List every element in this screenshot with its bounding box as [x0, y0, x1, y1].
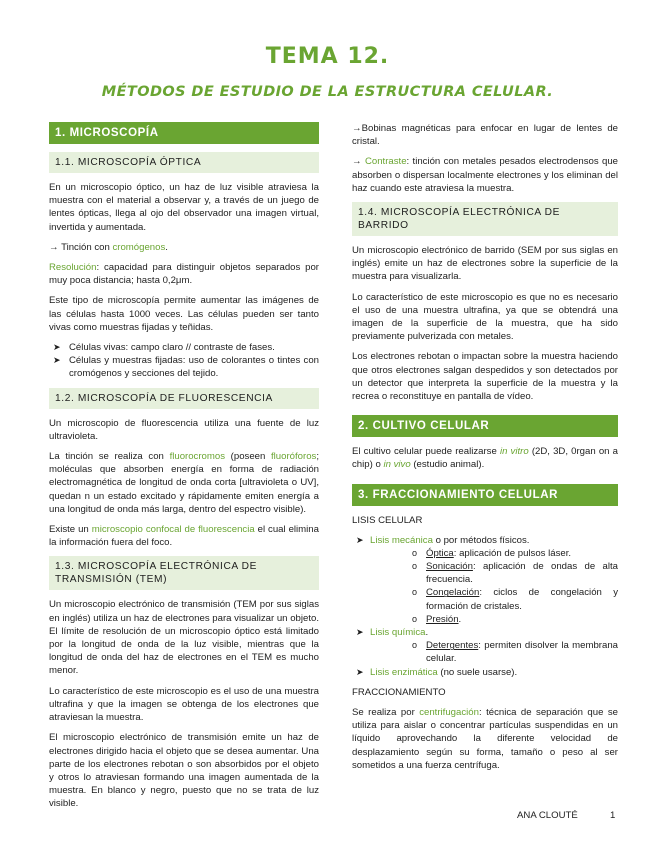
- left-column: [49, 122, 319, 818]
- paragraph: Los electrones rebotan o impactan sobre la muestra haciendo que otros electrones salgan despedidos y son detectados por un detector que interpreta la superficie de la muestra y la recrea o reconstituye en pantalla de vídeo.: [352, 351, 618, 403]
- bullet-list: [352, 534, 618, 679]
- list-item: o Presión.: [370, 613, 618, 626]
- term-highlight: in vivo: [383, 459, 411, 471]
- list-item: o Detergentes: permiten disolver la membrana celular.: [370, 639, 618, 665]
- term-highlight: fluoróforos: [271, 451, 317, 463]
- section-heading-cultivo: 2. CULTIVO CELULAR: [352, 415, 618, 437]
- list-item: o Óptica: aplicación de pulsos láser.: [370, 547, 618, 560]
- section-heading-microscopia: 1. MICROSCOPÍA: [49, 122, 319, 144]
- paragraph: La tinción se realiza con fluorocromos (poseen fluoróforos; moléculas que absorben energía en forma de radiación electromagnética de longitud de onda corta [ultravioleta o UV], quedan n un estado excitado y rápidamente emiten energía a una longitud de onda más larga, dentro del espectro visible).: [49, 451, 319, 515]
- paragraph: → Contraste: tinción con metales pesados electrodensos que absorben o dispersan localmente electrones y los eliminan del haz cuando este atraviesa la muestra.: [352, 156, 618, 194]
- paragraph: Se realiza por centrifugación: técnica de separación que se utiliza para aislar o concentrar partículas suspendidas en un líquido aprovechando la diferente velocidad de desplazamiento según su forma, tamaño o peso al ser sometidos a una fuerza centrífuga.: [352, 706, 619, 771]
- list-item: o Sonicación: aplicación de ondas de alta frecuencia.: [370, 560, 618, 586]
- paragraph: Un microscopio electrónico de barrido (SEM por sus siglas en inglés) emite un haz de electrones sobre la superficie de la muestra para visualizarla.: [352, 245, 618, 283]
- paragraph: Un microscopio de fluorescencia utiliza una fuente de luz ultravioleta.: [49, 417, 319, 442]
- page-subtitle: MÉTODOS DE ESTUDIO DE LA ESTRUCTURA CELULAR.: [101, 84, 554, 100]
- paragraph: Lo característico de este microscopio es el uso de una muestra ultrafina y que la imagen se obtenga de los electrones que atraviesan la muestra.: [49, 685, 319, 724]
- sub-list: [370, 547, 618, 626]
- list-item: ➤ Lisis mecánica o por métodos físicos. o Óptica: aplicación de pulsos láser. o Sonicación: aplicación de ondas de alta frecuencia. o Congelación: ciclos de congelación y formación de cristales. o Presión.: [352, 534, 618, 626]
- subsection-heading-fluorescencia: 1.2. MICROSCOPÍA DE FLUORESCENCIA: [49, 388, 319, 409]
- footer-author: ANA CLOUTÉ: [517, 810, 578, 821]
- sub-list: [370, 639, 618, 665]
- paragraph: Un microscopio electrónico de transmisión (TEM por sus siglas en inglés) utiliza un haz de electrones para visualizar un objeto. El límite de resolución de un microscopio óptico está limitado por la longitud de onda de la luz visible, mientras que la longitud de onda del haz de electrones en el TEM es mucho menor.: [49, 599, 319, 677]
- paragraph: Este tipo de microscopía permite aumentar las imágenes de las células hasta 1000 veces. Las células pueden ser tanto vivas como muestras fijadas y teñidas.: [49, 295, 319, 333]
- subsection-heading-optica: 1.1. MICROSCOPÍA ÓPTICA: [49, 152, 319, 173]
- term-highlight: Contraste: [364, 156, 407, 168]
- paragraph: El cultivo celular puede realizarse in vitro (2D, 3D, 0rgan on a chip) o in vivo (estudio animal).: [352, 446, 618, 471]
- term-highlight: in vitro: [499, 446, 529, 458]
- paragraph: →Bobinas magnéticas para enfocar en lugar de lentes de cristal.: [352, 123, 618, 148]
- term-highlight: microscopio confocal de fluorescencia: [91, 524, 255, 536]
- label-lisis: LISIS CELULAR: [352, 514, 423, 526]
- paragraph: En un microscopio óptico, un haz de luz visible atraviesa la muestra con el material a observar y, a través de un juego de lentes ópticas, llega al ojo del observador una imagen virtual, invertida y aumentada.: [49, 182, 319, 233]
- list-item: ➤ Lisis enzimática (no suele usarse).: [352, 666, 618, 679]
- term-highlight: cromógenos: [112, 241, 166, 253]
- term-highlight: fluorocromos: [169, 451, 226, 463]
- subsection-heading-barrido: 1.4. MICROSCOPÍA ELECTRÓNICA DE BARRIDO: [352, 202, 618, 236]
- bullet-list: [49, 341, 319, 381]
- term-highlight: Resolución: [49, 262, 97, 274]
- paragraph: Resolución: capacidad para distinguir objetos separados por muy poca distancia; hasta 0,2μm.: [49, 262, 319, 287]
- list-item: ➤ Células vivas: campo claro // contraste de fases.: [49, 341, 319, 354]
- page-number: 1: [610, 810, 616, 821]
- list-item: ➤ Lisis química. o Detergentes: permiten disolver la membrana celular.: [352, 626, 618, 666]
- list-item: o Congelación: ciclos de congelación y formación de cristales.: [370, 586, 618, 612]
- paragraph: El microscopio electrónico de transmisión emite un haz de electrones dirigido hacia el objeto que se desea aumentar. Una parte de los electrones rebotan o son absorbidos por el objeto y otros lo atraviesan formando una imagen aumentada de la muestra. En blanco y negro, puesto que no se trata de luz visible.: [49, 732, 319, 810]
- paragraph: Existe un microscopio confocal de fluorescencia el cual elimina la información fuera del foco.: [49, 524, 319, 549]
- right-column: [352, 122, 618, 779]
- paragraph: Lo característico de este microscopio es que no es necesario el uso de una muestra ultrafina, ya que se obtendrá una imagen de la superficie de la muestra, que ha sido previamente pulverizada con metales.: [352, 291, 618, 343]
- label-fraccionamiento: FRACCIONAMIENTO: [352, 686, 446, 698]
- paragraph: → Tinción con cromógenos.: [49, 241, 168, 253]
- term-highlight: centrifugación: [419, 706, 479, 718]
- subsection-heading-tem: 1.3. MICROSCOPÍA ELECTRÓNICA DE TRANSMISIÓN (TEM): [49, 556, 319, 590]
- list-item: ➤ Células y muestras fijadas: uso de colorantes o tintes con cromógenos y secciones del tejido.: [49, 354, 319, 380]
- section-heading-fraccionamiento: 3. FRACCIONAMIENTO CELULAR: [352, 484, 618, 506]
- page-title: TEMA 12.: [265, 44, 390, 69]
